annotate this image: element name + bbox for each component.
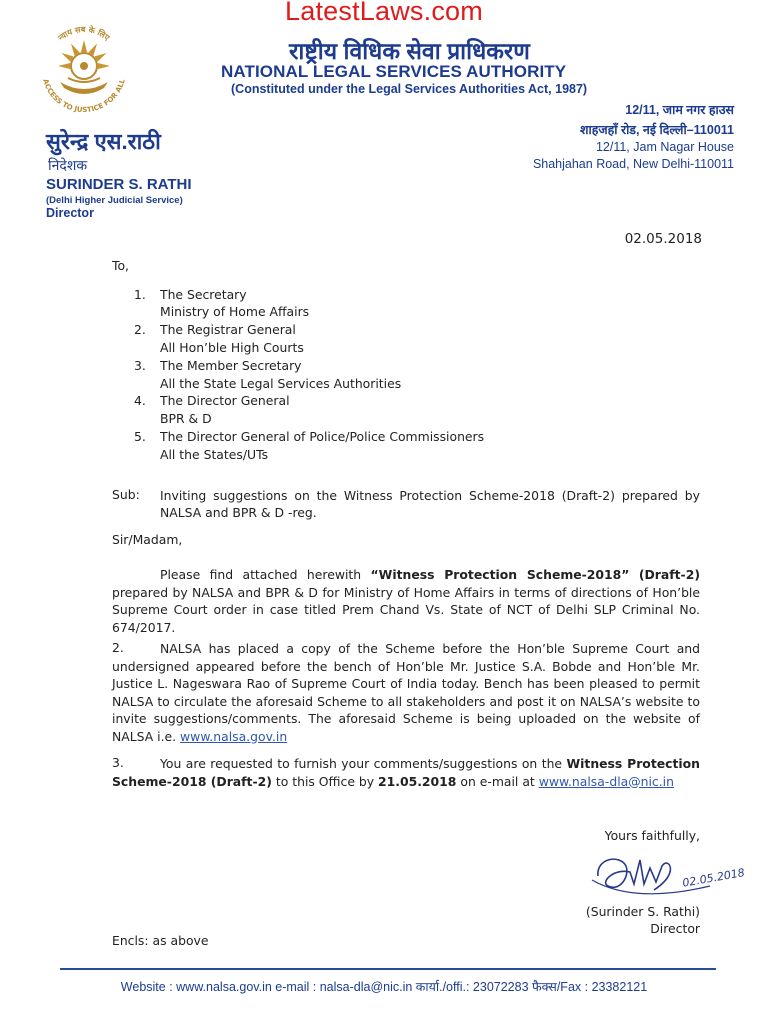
signoff-name: (Surinder S. Rathi) (585, 904, 700, 919)
handwritten-signature-icon (590, 846, 768, 904)
nalsa-emblem-icon (34, 22, 134, 122)
spacer-text (629, 567, 638, 582)
emblem-top-text: न्याय सब के लिए (56, 24, 112, 43)
sender-service: (Delhi Higher Judicial Service) (46, 195, 183, 206)
recipient-line2: Ministry of Home Affairs (160, 304, 310, 319)
salutation: Sir/Madam, (112, 532, 183, 547)
address-line1-hindi: 12/11, जाम नगर हाउस (625, 103, 734, 117)
closing-text: Yours faithfully, (604, 828, 700, 843)
paragraph-1-text: Please find attached herewith (160, 567, 371, 582)
address-line2-english: Shahjahan Road, New Delhi-110011 (532, 157, 734, 171)
footer-contact: Website : www.nalsa.gov.in e-mail : nalsa-dla@nic.in कार्या./offi.: 23072283 फैक्स/Fax : 23382121 (120, 980, 648, 994)
header-subtitle: (Constituted under the Legal Services Authorities Act, 1987) (231, 82, 588, 96)
address-line1-english: 12/11, Jam Nagar House (595, 140, 734, 154)
sender-name-hindi: सुरेन्द्र एस.राठी (46, 129, 161, 154)
paragraph-1 (112, 566, 700, 636)
paragraph-3-post: on e-mail at (456, 773, 539, 789)
recipient-number: 4. (134, 393, 146, 408)
paragraph-3 (112, 755, 700, 790)
paragraph-2-number: 2. (112, 640, 124, 655)
sender-title-hindi: निदेशक (48, 157, 88, 173)
address-line2-hindi: शाहजहाँ रोड, नई दिल्ली–110011 (579, 123, 734, 137)
paragraph-2-text: NALSA has placed a copy of the Scheme before the Hon’ble Supreme Court and undersigned appeared before the bench of Hon’ble Mr. Justice S.A. Bobde and Hon’ble Mr. Justice L. Nageswara Rao of Supreme Court of India today. Bench has been pleased to permit NALSA to circulate the aforesaid Scheme to all stakeholders and post it on NALSA’s website to invite suggestions/comments. The aforesaid Scheme is being uploaded on the website of NALSA i.e. (112, 641, 700, 744)
paragraph-3-text: You are requested to furnish your comments/suggestions on the (160, 756, 567, 771)
paragraph-1-rest: prepared by NALSA and BPR & D for Ministry of Home Affairs in terms of directions of Hon’ble Supreme Court order in case titled Prem Chand Vs. State of NCT of Delhi SLP Criminal No. 674/2017. (112, 584, 700, 635)
recipient-line2: All the State Legal Services Authorities (160, 376, 402, 391)
enclosures: Encls: as above (112, 933, 209, 948)
svg-text:ACCESS TO JUSTICE FOR ALL (41, 78, 127, 115)
recipient-line1: The Registrar General (160, 322, 296, 337)
footer-divider (60, 968, 716, 970)
watermark: LatestLaws.com (285, 0, 483, 26)
recipient-line1: The Director General of Police/Police Commissioners (160, 429, 485, 444)
recipient-number: 3. (134, 358, 146, 373)
sender-name-english: SURINDER S. RATHI (46, 176, 192, 193)
nalsa-website-link[interactable]: www.nalsa.gov.in (180, 728, 288, 744)
subject-label: Sub: (112, 487, 140, 502)
recipient-line1: The Secretary (160, 287, 247, 302)
paragraph-3-mid: to this Office by (271, 773, 379, 789)
letter-date: 02.05.2018 (624, 231, 702, 247)
svg-text:न्याय सब के लिए (56, 24, 112, 43)
email-link[interactable]: www.nalsa-dla@nic.in (538, 773, 674, 789)
paragraph-2 (112, 640, 700, 745)
recipient-line1: The Member Secretary (160, 358, 302, 373)
recipient-line2: All Hon’ble High Courts (160, 340, 304, 355)
signoff-title: Director (650, 921, 700, 936)
paragraph-3-number: 3. (112, 755, 124, 770)
deadline-date: 21.05.2018 (378, 773, 457, 789)
header-title-hindi: राष्ट्रीय विधिक सेवा प्राधिकरण (289, 38, 530, 64)
recipient-number: 1. (134, 287, 146, 302)
sender-title-english: Director (46, 206, 94, 220)
recipient-line1: The Director General (160, 393, 290, 408)
header-title-english: NATIONAL LEGAL SERVICES AUTHORITY (221, 62, 567, 81)
recipient-line2: All the States/UTs (160, 447, 269, 462)
signature-date: 02.05.2018 (681, 866, 746, 890)
emblem-bottom-text: ACCESS TO JUSTICE FOR ALL (41, 78, 127, 115)
recipient-line2: BPR & D (160, 411, 212, 426)
subject-text: Inviting suggestions on the Witness Protection Scheme-2018 (Draft-2) prepared by NALSA and BPR & D -reg. (160, 488, 700, 520)
draft-label: (Draft-2) (638, 567, 700, 582)
scheme-title: “Witness Protection Scheme-2018” (370, 567, 630, 582)
recipient-number: 5. (134, 429, 146, 444)
recipient-number: 2. (134, 322, 146, 337)
scheme-reference: Witness Protection Scheme-2018 (Draft-2) (112, 756, 700, 789)
to-label: To, (112, 258, 129, 273)
